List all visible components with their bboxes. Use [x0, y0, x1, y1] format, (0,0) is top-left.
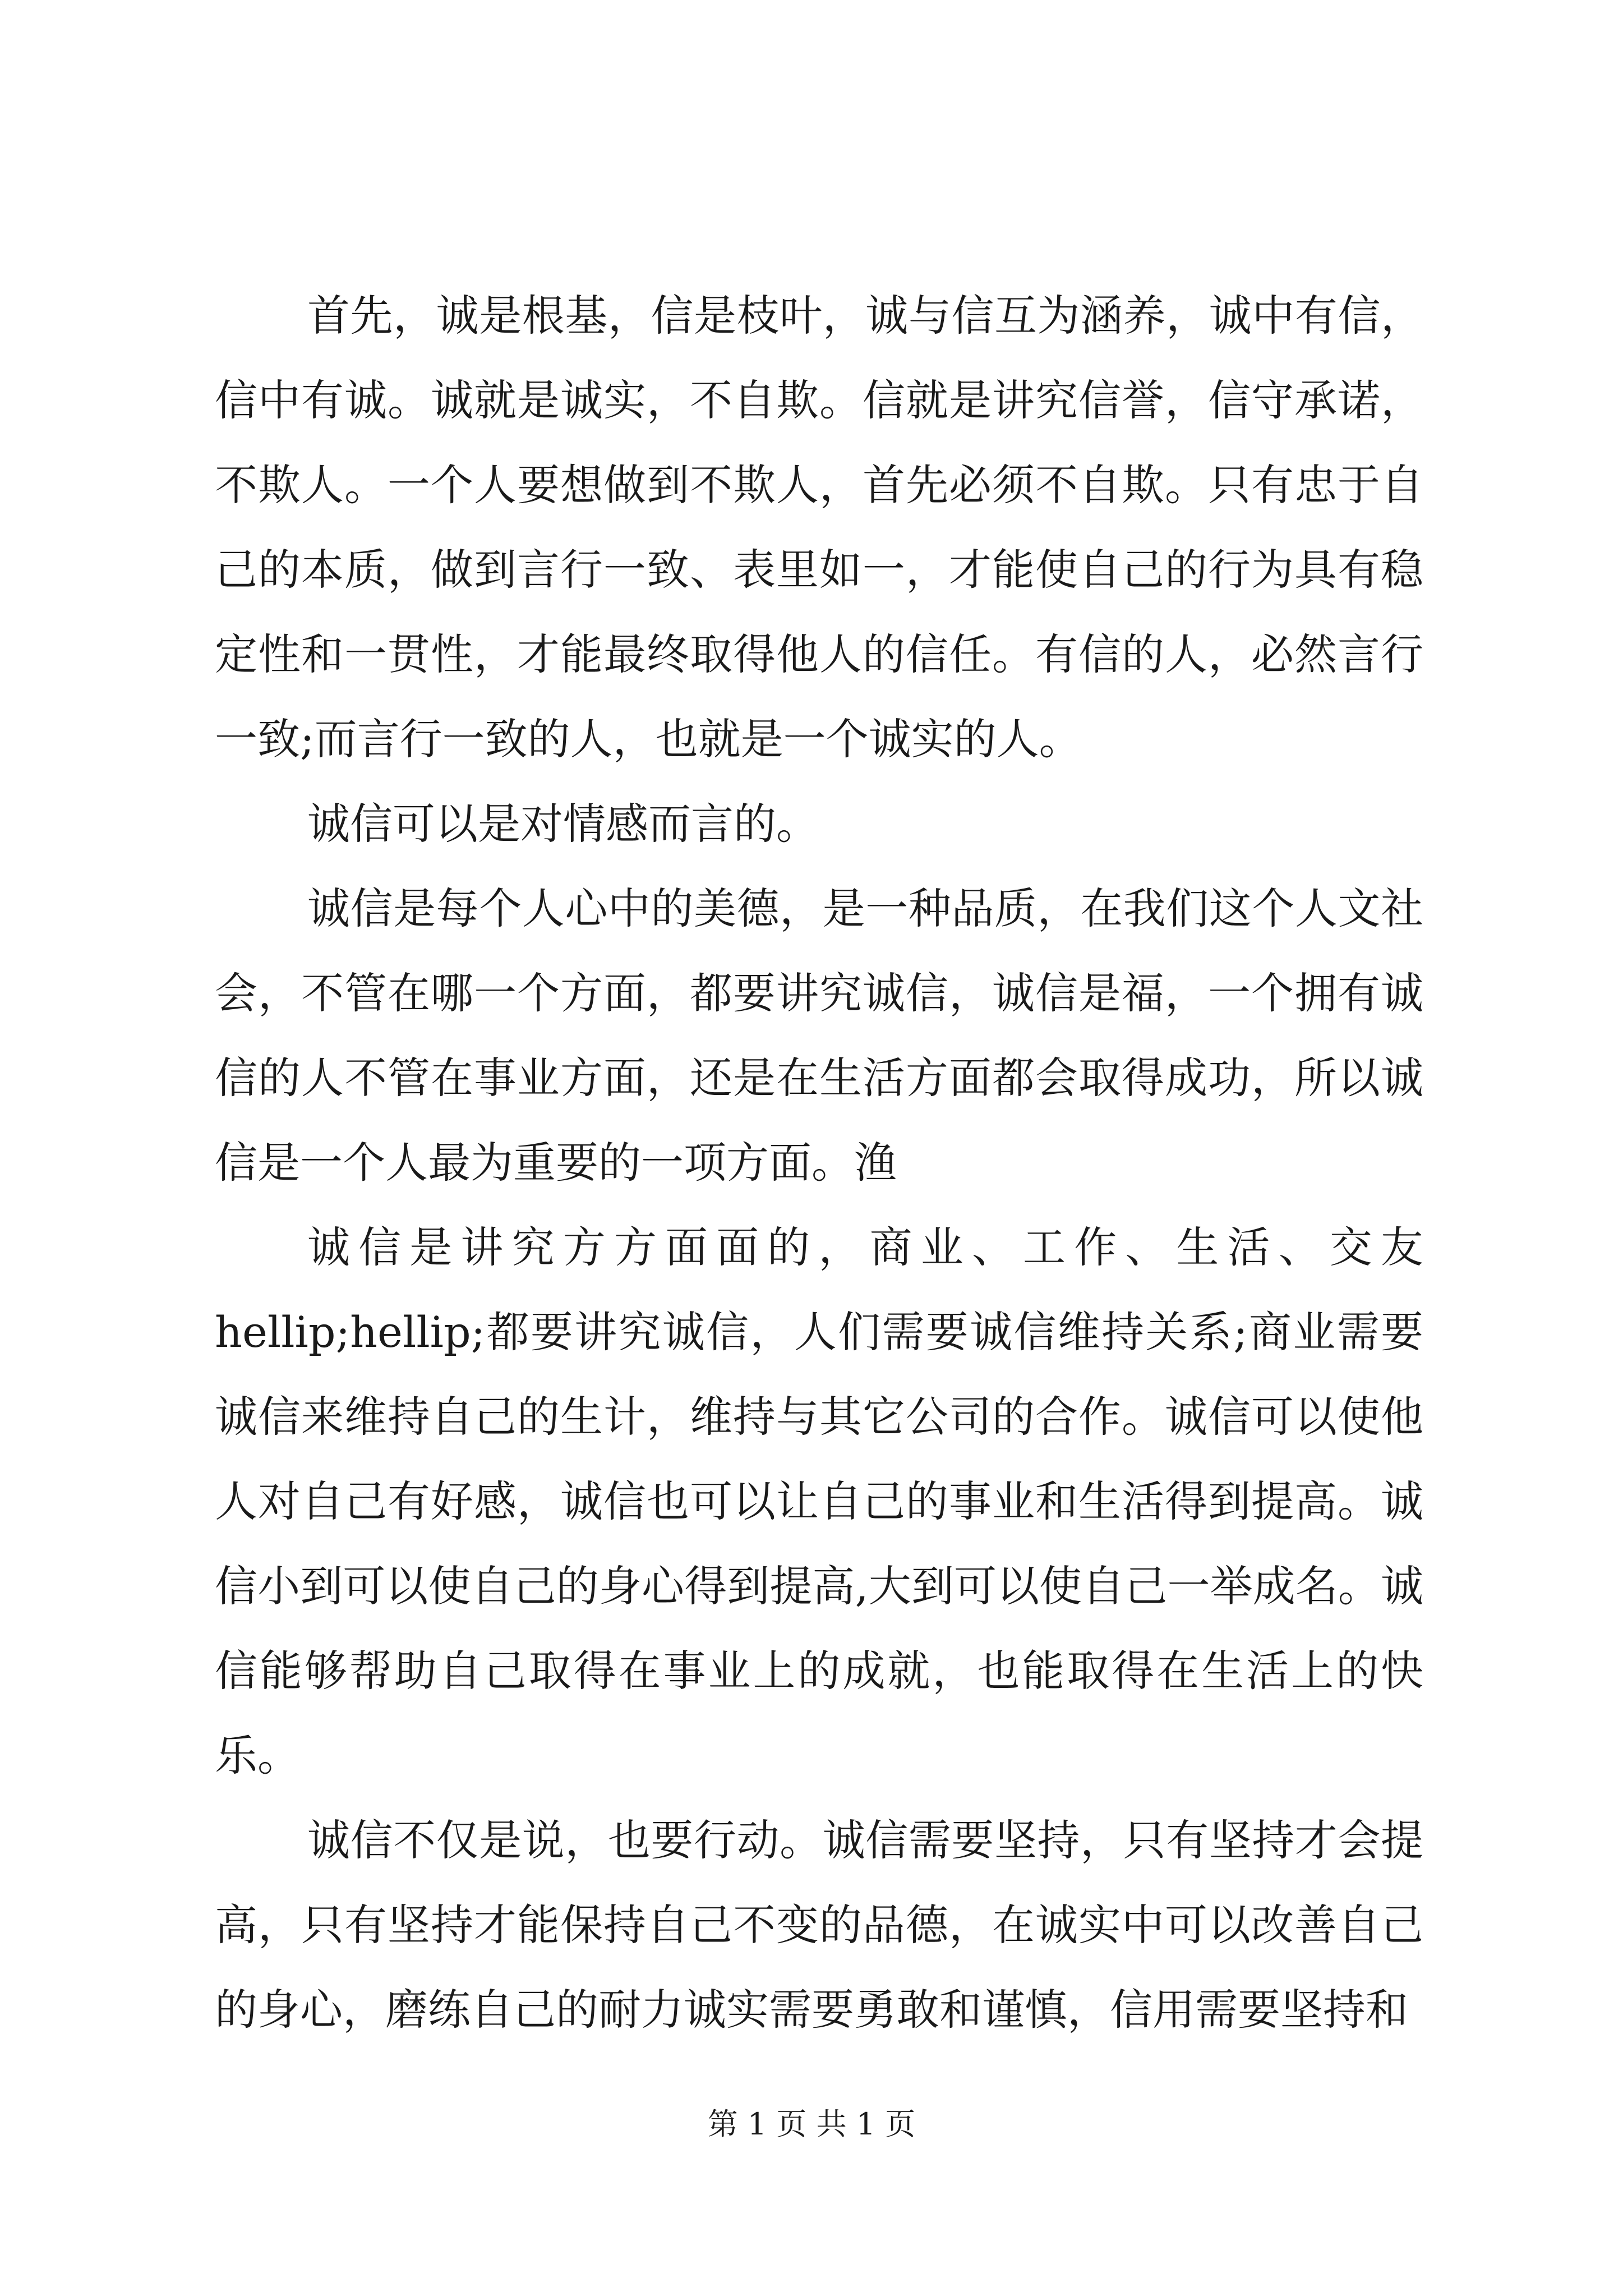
paragraph-emotion: 诚信可以是对情感而言的。: [307, 799, 819, 849]
document-body: [215, 273, 1423, 2052]
paragraph-honesty-foundation: 首先，诚是根基，信是枝叶，诚与信互为涵养，诚中有信，信中有诚。诚就是诚实，不自欺。信就是讲究信誉，信守承诺，不欺人。一个人要想做到不欺人，首先必须不自欺。只有忠于自己的本质，做到言行一致、表里如一，才能使自己的行为具有稳定性和一贯性，才能最终取得他人的信任。有信的人，必然言行一致;而言行一致的人，也就是一个诚实的人。: [215, 291, 1423, 764]
paragraph-action: 诚信不仅是说，也要行动。诚信需要坚持，只有坚持才会提高，只有坚持才能保持自己不变的品德，在诚实中可以改善自己的身心，磨练自己的耐力诚实需要勇敢和谨慎，信用需要坚持和: [215, 1815, 1423, 2035]
paragraph-aspects: 诚信是讲究方方面面的，商业、工作、生活、交友hellip;hellip;都要讲究诚信，人们需要诚信维持关系;商业需要诚信来维持自己的生计，维持与其它公司的合作。诚信可以使他人对自己有好感，诚信也可以让自己的事业和生活得到提高。诚信小到可以使自己的身心得到提高,大到可以使自己一举成名。诚信能够帮助自己取得在事业上的成就，也能取得在生活上的快乐。: [215, 1222, 1423, 1780]
paragraph-virtue: 诚信是每个人心中的美德，是一种品质，在我们这个人文社会，不管在哪一个方面，都要讲究诚信，诚信是福，一个拥有诚信的人不管在事业方面，还是在生活方面都会取得成功，所以诚信是一个人最为重要的一项方面。渔: [215, 884, 1423, 1188]
page-footer: 第 1 页 共 1 页: [707, 2106, 916, 2142]
